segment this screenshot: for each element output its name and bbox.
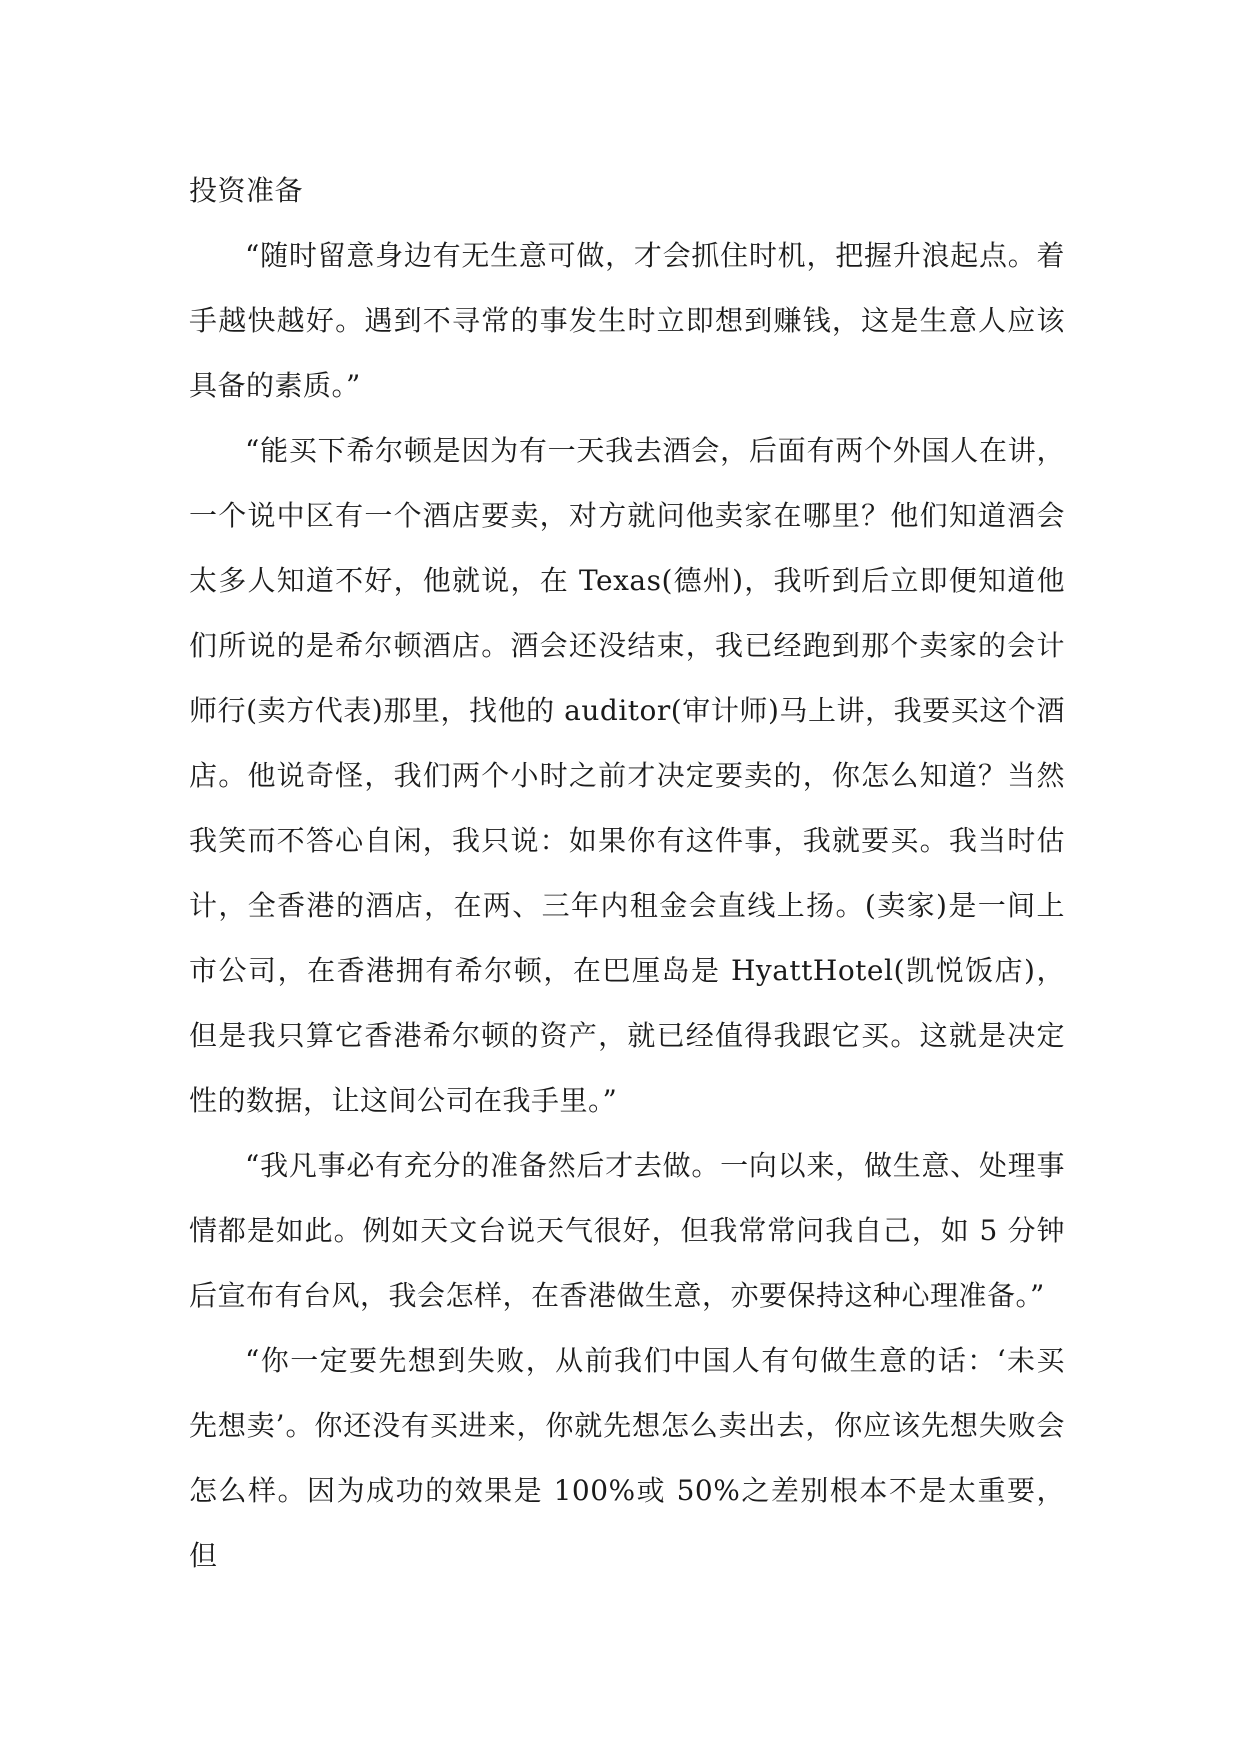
document-body [189,158,1065,1588]
paragraph-1: “随时留意身边有无生意可做，才会抓住时机，把握升浪起点。着手越快越好。遇到不寻常的事发生时立即想到赚钱，这是生意人应该具备的素质。” [189,239,1065,402]
paragraph-3: “我凡事必有充分的准备然后才去做。一向以来，做生意、处理事情都是如此。例如天文台说天气很好，但我常常问我自己，如 5 分钟后宣布有台风，我会怎样，在香港做生意，亦要保持这种心理准备。” [189,1149,1065,1312]
paragraph-4: “你一定要先想到失败，从前我们中国人有句做生意的话：‘未买先想卖’。你还没有买进来，你就先想怎么卖出去，你应该先想失败会怎么样。因为成功的效果是 100%或 50%之差别根本不是太重要，但 [189,1344,1065,1572]
document-title: 投资准备 [189,174,304,207]
paragraph-2: “能买下希尔顿是因为有一天我去酒会，后面有两个外国人在讲，一个说中区有一个酒店要卖，对方就问他卖家在哪里？他们知道酒会太多人知道不好，他就说，在 Texas(德州)，我听到后立即便知道他们所说的是希尔顿酒店。酒会还没结束，我已经跑到那个卖家的会计师行(卖方代表)那里，找他的 auditor(审计师)马上讲，我要买这个酒店。他说奇怪，我们两个小时之前才决定要卖的，你怎么知道？当然我笑而不答心自闲，我只说：如果你有这件事，我就要买。我当时估计，全香港的酒店，在两、三年内租金会直线上扬。(卖家)是一间上市公司，在香港拥有希尔顿，在巴厘岛是 HyattHotel(凯悦饭店)，但是我只算它香港希尔顿的资产，就已经值得我跟它买。这就是决定性的数据，让这间公司在我手里。” [189,434,1065,1117]
